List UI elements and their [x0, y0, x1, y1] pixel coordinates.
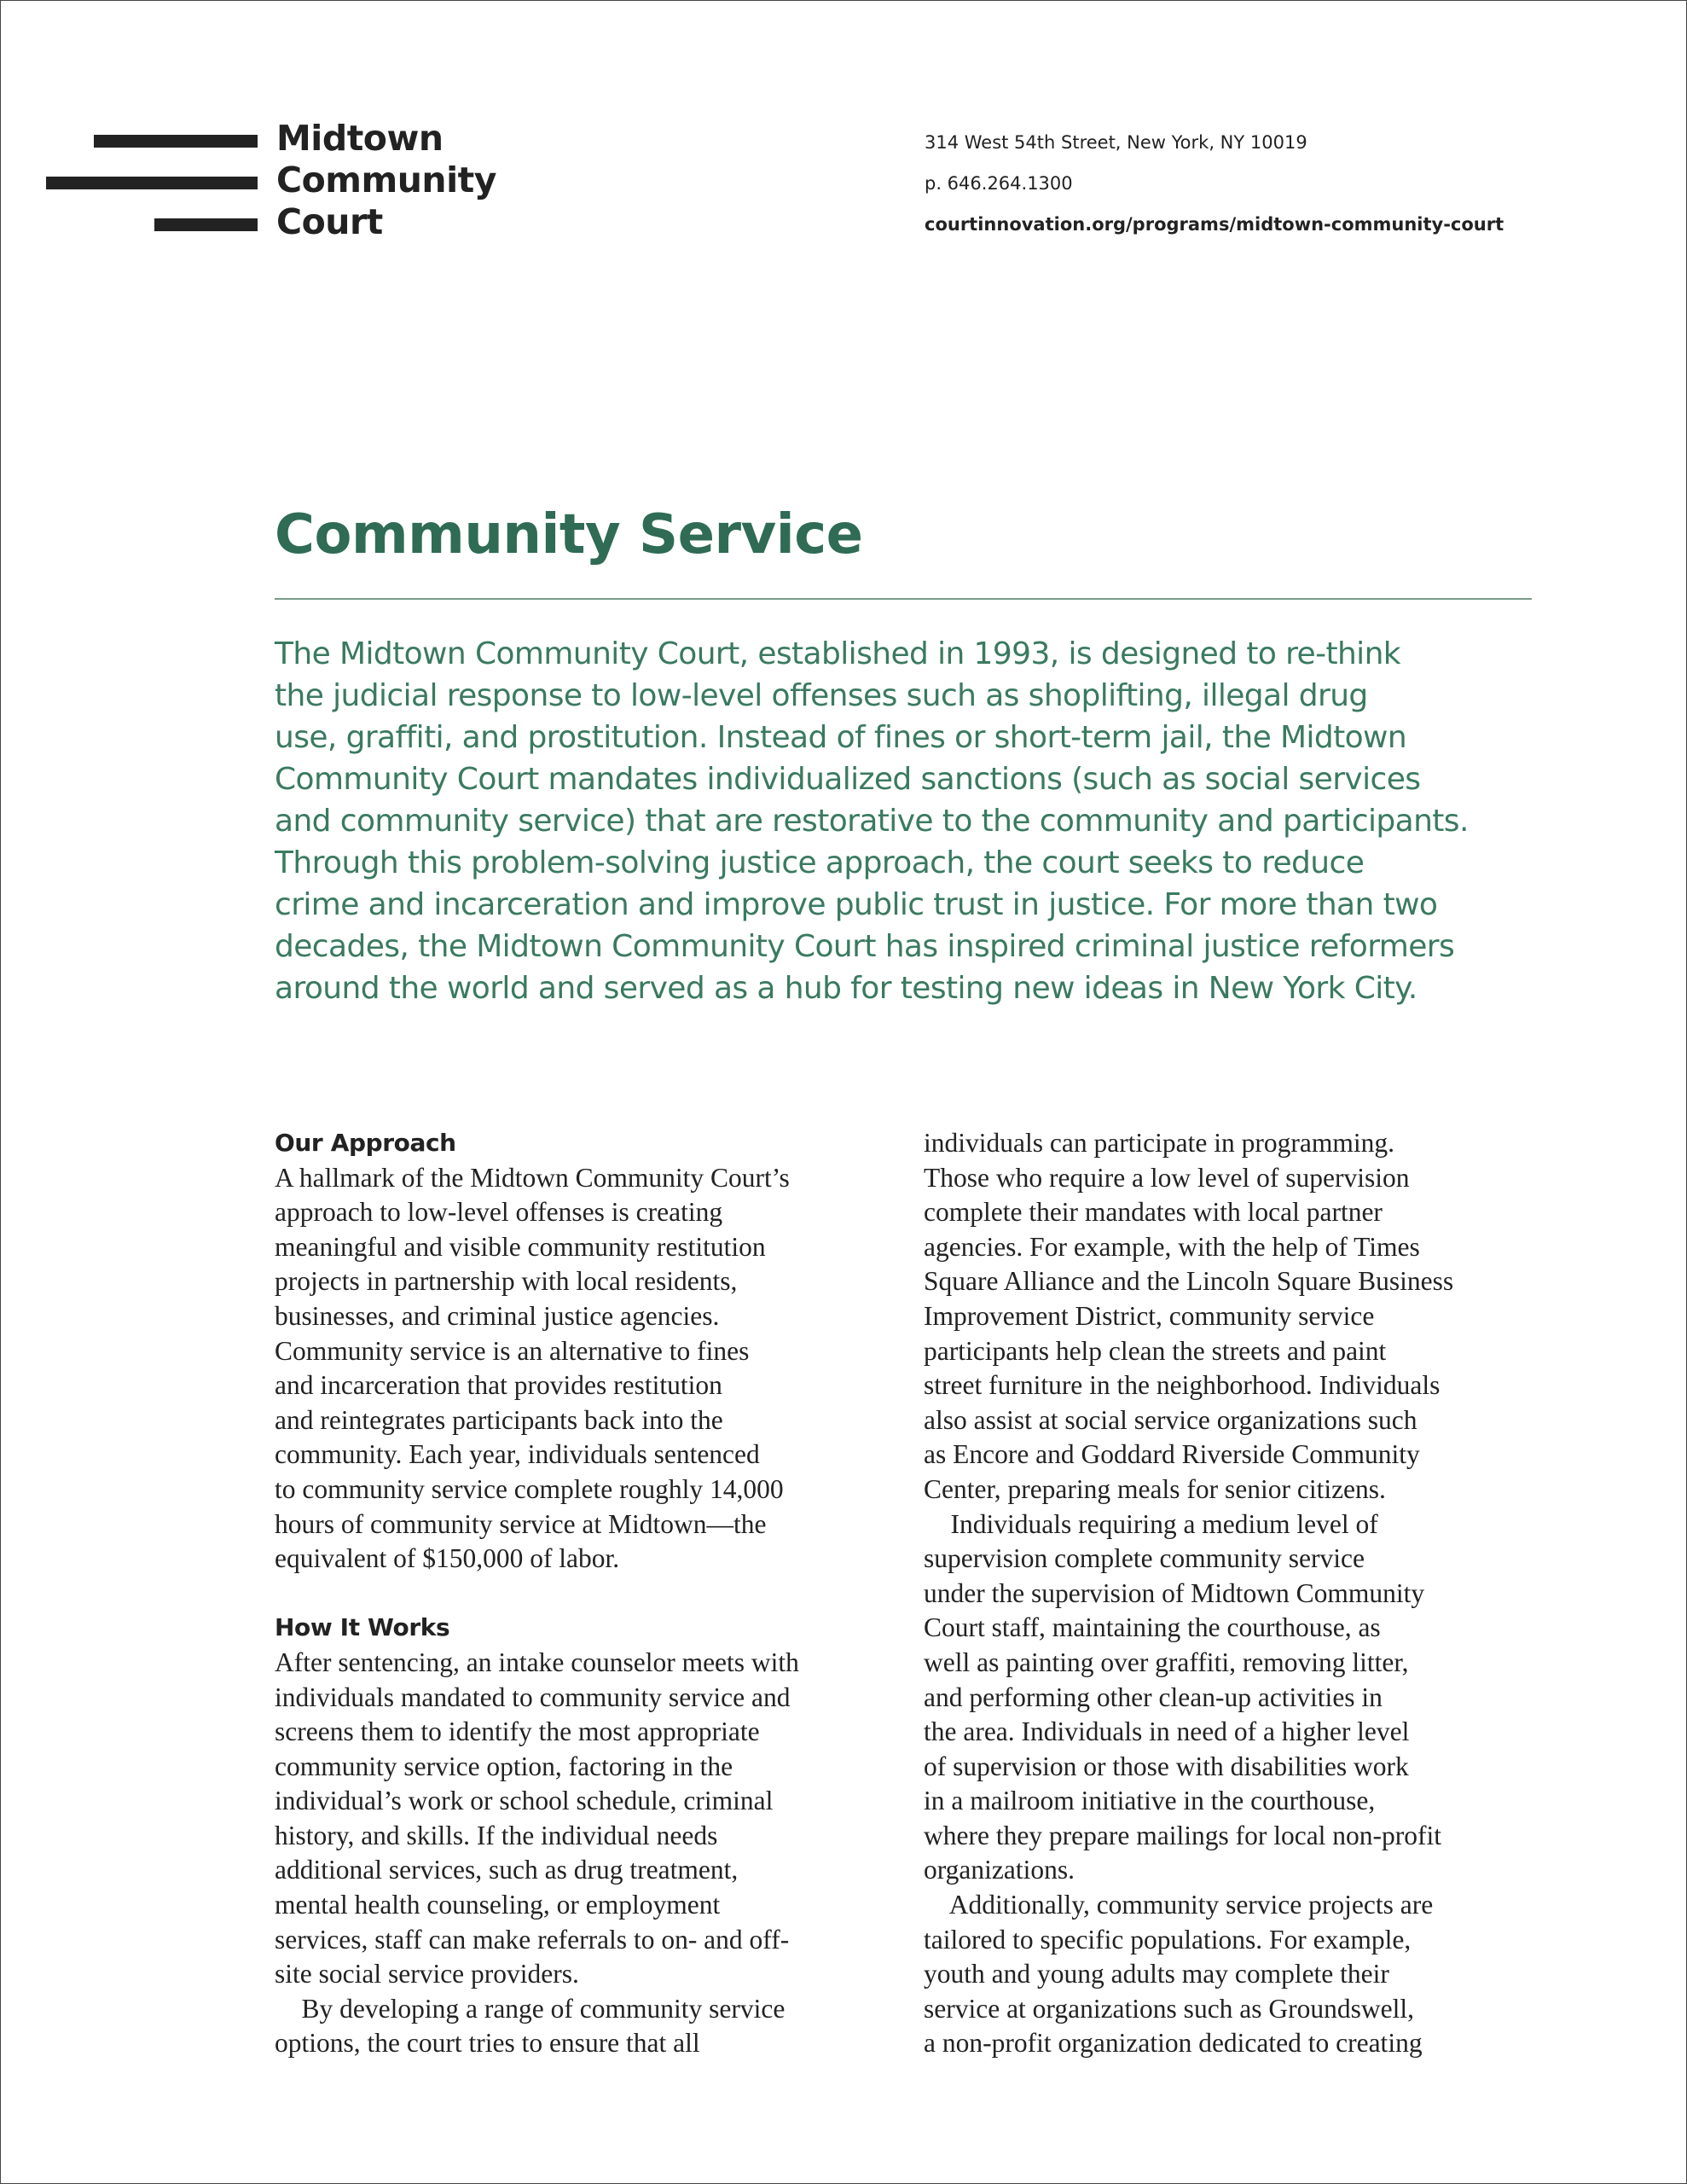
- logo-bar-bottom: [154, 218, 258, 231]
- body-line: history, and skills. If the individual needs: [275, 1820, 718, 1850]
- body-line: services, staff can make referrals to on- and off-: [275, 1924, 790, 1955]
- contact-phone: p. 646.264.1300: [925, 173, 1073, 194]
- body-line: service at organizations such as Groundswell,: [924, 1993, 1415, 2024]
- contact-url[interactable]: courtinnovation.org/programs/midtown-community-court: [925, 214, 1504, 235]
- section-heading-how-it-works: How It Works: [275, 1613, 450, 1642]
- body-line: of supervision or those with disabilities work: [924, 1751, 1409, 1781]
- logo-line: Court: [276, 201, 383, 242]
- body-line: well as painting over graffiti, removing litter,: [924, 1647, 1409, 1677]
- body-line: Community service is an alternative to fines: [275, 1335, 750, 1366]
- intro-line: use, graffiti, and prostitution. Instead of fines or short-term jail, the Midtown: [275, 720, 1407, 755]
- body-line: Those who require a low level of supervision: [924, 1162, 1410, 1193]
- body-line: By developing a range of community service: [275, 1993, 786, 2024]
- body-line: Improvement District, community service: [924, 1300, 1375, 1331]
- body-line: organizations.: [924, 1855, 1075, 1885]
- body-line: street furniture in the neighborhood. Individuals: [924, 1370, 1441, 1401]
- body-line: meaningful and visible community restitution: [275, 1231, 766, 1262]
- body-line: mental health counseling, or employment: [275, 1890, 721, 1920]
- right-column: [924, 1126, 1453, 2061]
- body-line: A hallmark of the Midtown Community Court’s: [275, 1162, 790, 1193]
- intro-paragraph: [275, 633, 1554, 1009]
- body-line: where they prepare mailings for local non-profit: [924, 1820, 1442, 1850]
- body-line: individual’s work or school schedule, criminal: [275, 1786, 774, 1816]
- body-line: participants help clean the streets and paint: [924, 1335, 1387, 1366]
- body-line: site social service providers.: [275, 1959, 579, 1989]
- body-line: also assist at social service organizations such: [924, 1404, 1417, 1435]
- logo-bar-top: [94, 135, 258, 148]
- body-line: approach to low-level offenses is creating: [275, 1197, 723, 1228]
- body-line: individuals can participate in programming.: [924, 1128, 1394, 1158]
- intro-line: crime and incarceration and improve public trust in justice. For more than two: [275, 887, 1438, 922]
- body-line: Square Alliance and the Lincoln Square Business: [924, 1266, 1454, 1297]
- section-heading-approach: Our Approach: [275, 1129, 456, 1157]
- body-line: to community service complete roughly 14,000: [275, 1473, 784, 1504]
- intro-line: the judicial response to low-level offenses such as shoplifting, illegal drug: [275, 678, 1368, 713]
- body-line: and incarceration that provides restitution: [275, 1370, 722, 1401]
- body-line: agencies. For example, with the help of Times: [924, 1231, 1420, 1262]
- body-line: tailored to specific populations. For example,: [924, 1924, 1412, 1955]
- body-line: in a mailroom initiative in the courthouse,: [924, 1786, 1376, 1816]
- body-line: community service option, factoring in the: [275, 1751, 733, 1781]
- logo-wordmark: [276, 118, 496, 243]
- body-line: hours of community service at Midtown—the: [275, 1508, 767, 1539]
- intro-line: decades, the Midtown Community Court has inspired criminal justice reformers: [275, 929, 1455, 964]
- contact-block: [925, 130, 1504, 253]
- approach-body: [275, 1161, 799, 1577]
- body-line: a non-profit organization dedicated to creating: [924, 2028, 1423, 2059]
- logo-bar-middle: [46, 177, 258, 189]
- section-gap: [275, 1577, 799, 1612]
- how-it-works-body: [275, 1646, 799, 2061]
- body-line: under the supervision of Midtown Community: [924, 1577, 1425, 1608]
- logo-line: Community: [276, 160, 496, 200]
- body-line: equivalent of $150,000 of labor.: [275, 1543, 620, 1574]
- body-line: projects in partnership with local residents,: [275, 1266, 738, 1297]
- body-line: Court staff, maintaining the courthouse, as: [924, 1612, 1381, 1643]
- intro-line: around the world and served as a hub for testing new ideas in New York City.: [275, 971, 1417, 1006]
- body-line: youth and young adults may complete their: [924, 1959, 1389, 1989]
- body-line: Center, preparing meals for senior citizens.: [924, 1473, 1386, 1504]
- logo-line: Midtown: [276, 118, 443, 159]
- body-line: screens them to identify the most appropriate: [275, 1716, 760, 1747]
- body-line: the area. Individuals in need of a higher level: [924, 1716, 1410, 1747]
- body-line: and performing other clean-up activities in: [924, 1682, 1383, 1712]
- intro-line: Through this problem-solving justice approach, the court seeks to reduce: [275, 845, 1365, 880]
- body-line: complete their mandates with local partner: [924, 1197, 1383, 1228]
- body-line: options, the court tries to ensure that all: [275, 2028, 700, 2059]
- body-line: and reintegrates participants back into the: [275, 1404, 723, 1435]
- intro-line: The Midtown Community Court, established in 1993, is designed to re-think: [275, 636, 1401, 671]
- page-title: Community Service: [275, 503, 863, 566]
- intro-line: and community service) that are restorative to the community and participants.: [275, 804, 1469, 839]
- contact-address: 314 West 54th Street, New York, NY 10019: [925, 132, 1307, 153]
- body-line: After sentencing, an intake counselor meets with: [275, 1647, 799, 1677]
- body-line: Individuals requiring a medium level of: [924, 1508, 1378, 1539]
- body-line: additional services, such as drug treatment,: [275, 1855, 739, 1885]
- left-column: [275, 1126, 799, 2061]
- body-line: supervision complete community service: [924, 1543, 1365, 1574]
- logo: [46, 118, 524, 246]
- title-divider: [275, 598, 1532, 600]
- body-line: community. Each year, individuals sentenced: [275, 1439, 760, 1470]
- body-line: Additionally, community service projects are: [924, 1890, 1434, 1920]
- body-line: as Encore and Goddard Riverside Community: [924, 1439, 1420, 1470]
- body-line: individuals mandated to community service and: [275, 1682, 791, 1712]
- body-line: businesses, and criminal justice agencies.: [275, 1300, 720, 1331]
- intro-line: Community Court mandates individualized sanctions (such as social services: [275, 762, 1421, 797]
